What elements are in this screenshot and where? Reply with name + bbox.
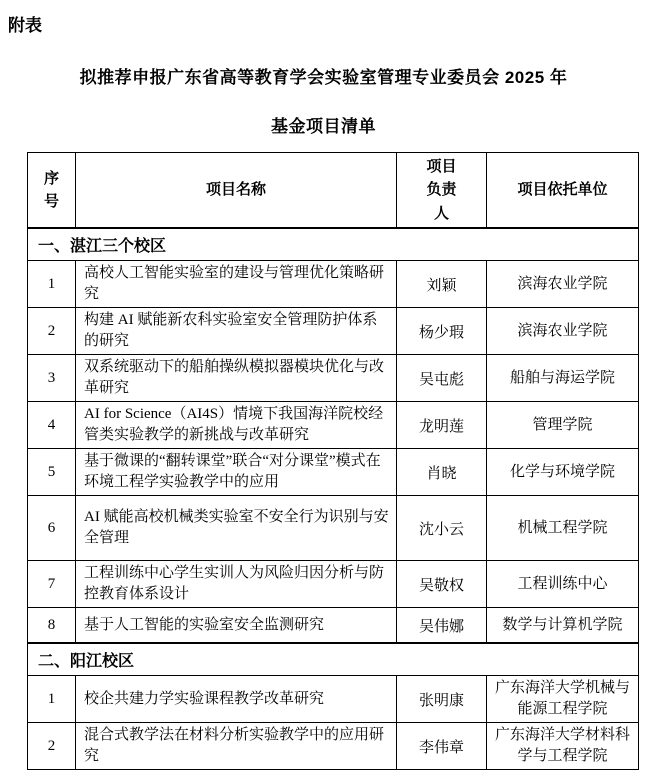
- row-number: 3: [28, 355, 76, 402]
- project-unit: 化学与环境学院: [487, 449, 639, 496]
- project-leader: 吴敬权: [397, 561, 487, 608]
- project-unit: 广东海洋大学材料科学与工程学院: [487, 723, 639, 770]
- project-name: AI 赋能高校机械类实验室不安全行为识别与安全管理: [76, 496, 397, 561]
- project-unit: 滨海农业学院: [487, 261, 639, 308]
- row-number: 2: [28, 308, 76, 355]
- appendix-label: 附表: [8, 16, 42, 35]
- table-header-row: [28, 153, 639, 228]
- col-header-leader-label: 项目负责人: [426, 158, 457, 222]
- project-leader: 杨少瑕: [397, 308, 487, 355]
- project-unit: 管理学院: [487, 402, 639, 449]
- table-row: [28, 561, 639, 608]
- project-unit: 机械工程学院: [487, 496, 639, 561]
- project-unit: 广东海洋大学机械与能源工程学院: [487, 676, 639, 723]
- table-row: [28, 496, 639, 561]
- project-unit: 滨海农业学院: [487, 308, 639, 355]
- project-leader: 龙明莲: [397, 402, 487, 449]
- col-header-project-name-label: 项目名称: [205, 181, 266, 198]
- col-header-seq-label: 序号: [43, 169, 59, 210]
- col-header-unit-label: 项目依托单位: [517, 181, 608, 198]
- row-number: 4: [28, 402, 76, 449]
- col-header-seq: [28, 153, 76, 228]
- row-number: 2: [28, 723, 76, 770]
- project-name: 混合式教学法在材料分析实验教学中的应用研究: [76, 723, 397, 770]
- project-unit: 工程训练中心: [487, 561, 639, 608]
- row-number: 1: [28, 261, 76, 308]
- project-name: 构建 AI 赋能新农科实验室安全管理防护体系的研究: [76, 308, 397, 355]
- project-unit: 数学与计算机学院: [487, 608, 639, 643]
- project-name: 基于微课的“翻转课堂”联合“对分课堂”模式在环境工程学实验教学中的应用: [76, 449, 397, 496]
- table-row: [28, 449, 639, 496]
- table-row: [28, 723, 639, 770]
- project-name: 基于人工智能的实验室安全监测研究: [76, 608, 397, 643]
- section-title: 二、阳江校区: [28, 643, 639, 676]
- document-title-line1: 拟推荐申报广东省高等教育学会实验室管理专业委员会 2025 年: [79, 68, 568, 87]
- project-leader: 李伟章: [397, 723, 487, 770]
- project-leader: 吴屯彪: [397, 355, 487, 402]
- row-number: 1: [28, 676, 76, 723]
- project-leader: 刘颖: [397, 261, 487, 308]
- project-name: AI for Science（AI4S）情境下我国海洋院校经管类实验教学的新挑战与改革研究: [76, 402, 397, 449]
- table-row: [28, 402, 639, 449]
- project-unit: 船舶与海运学院: [487, 355, 639, 402]
- table-row: [28, 676, 639, 723]
- project-table: [27, 152, 639, 770]
- row-number: 5: [28, 449, 76, 496]
- col-header-leader: [397, 153, 487, 228]
- section-header-yangjiang: [28, 643, 639, 676]
- table-row: [28, 261, 639, 308]
- project-name: 双系统驱动下的船舶操纵模拟器模块优化与改革研究: [76, 355, 397, 402]
- project-leader: 肖晓: [397, 449, 487, 496]
- col-header-unit: [487, 153, 639, 228]
- project-name: 高校人工智能实验室的建设与管理优化策略研究: [76, 261, 397, 308]
- row-number: 8: [28, 608, 76, 643]
- row-number: 7: [28, 561, 76, 608]
- col-header-project-name: [76, 153, 397, 228]
- table-row: [28, 355, 639, 402]
- table-row: [28, 608, 639, 643]
- row-number: 6: [28, 496, 76, 561]
- document-title-line2: 基金项目清单: [271, 117, 376, 136]
- project-leader: 沈小云: [397, 496, 487, 561]
- section-title: 一、湛江三个校区: [28, 228, 639, 261]
- table-row: [28, 308, 639, 355]
- project-leader: 吴伟娜: [397, 608, 487, 643]
- project-leader: 张明康: [397, 676, 487, 723]
- section-header-zhanjiang: [28, 228, 639, 261]
- project-name: 校企共建力学实验课程教学改革研究: [76, 676, 397, 723]
- project-name: 工程训练中心学生实训人为风险归因分析与防控教育体系设计: [76, 561, 397, 608]
